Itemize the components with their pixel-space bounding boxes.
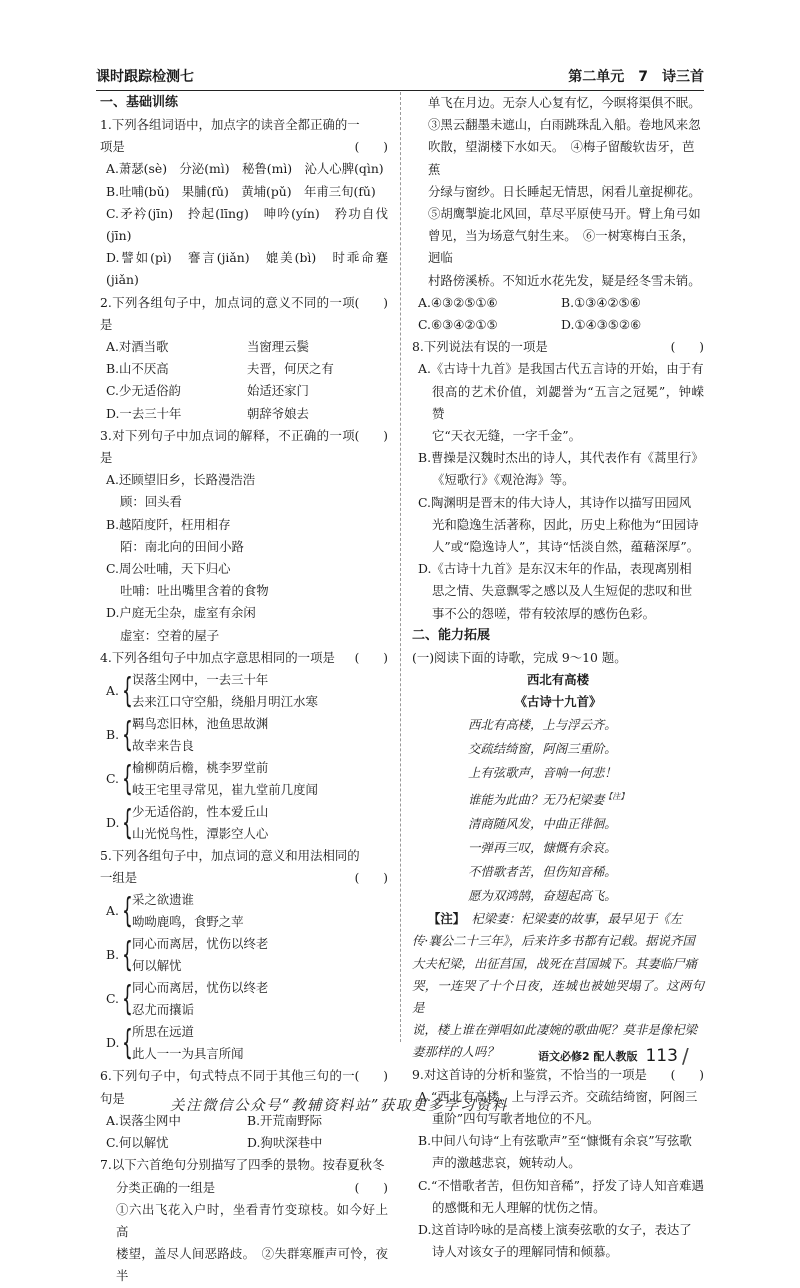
poem-note: 【注】 杞梁妻：杞梁妻的故事，最早见于《左 传·襄公二十三年》，后来许多书都有记载。据说齐国 大夫杞梁，出征莒国，战死在莒国城下。其妻临尸痛 哭，一连哭了十个日夜，连城也被她哭塌了。这两句是 说，楼上谁在弹唱如此凄婉的歌曲呢？莫非是像杞梁 妻那样的人吗？ (412, 911, 704, 1060)
column-divider (400, 92, 401, 1042)
option-b: B. { 同心而离居，忧伤以终老 何以解忧 (106, 935, 269, 976)
section-ability: 二、能力拓展 (412, 627, 491, 643)
option-b: B. { 羁鸟恋旧林，池鱼思故渊 故幸来告良 (106, 715, 269, 756)
question-5: 5.下列各组句子中，加点词的意义和用法相同的 一组是 ( ) A. { 采之欲遗谁 呦呦鹿鸣，食野之苹 B. { 同心而离居，忧伤以终老 何以解忧 C. { 同心而离居，忧伤以终老 忍尤而攘诟 D. { 所思在远道 此人一一为具言所闻 (100, 848, 388, 1064)
question-7-continued: 单飞在月边。无奈人心复有忆，今暝将渠俱不眠。 ③黑云翻墨未遮山，白雨跳珠乱入船。卷地风来忽 吹散，望湖楼下水如天。 ④梅子留酸软齿牙，芭蕉 分绿与窗纱。日长睡起无情思，闲看儿童捉柳花。 ⑤胡鹰掣旋北风回，草尽平原使马开。臂上角弓如 曾见，当为场意气射生来。 ⑥一树寒梅白玉条，迥临 村路傍溪桥。不知近水花先发，疑是经冬雪未销。 A.④③②⑤①⑥ B.①③④②⑤⑥ C.⑥③④②①⑤ D.①④③⑤②⑥ (418, 95, 701, 333)
reading-instruction: (一)阅读下面的诗歌，完成 9～10 题。 (412, 649, 627, 665)
option-a: A.萧瑟(sè) 分泌(mì) 秘鲁(mì) 沁人心脾(qìn) (106, 161, 384, 177)
option-c: C. { 同心而离居，忧伤以终老 忍尤而攘诟 (106, 979, 269, 1020)
lesson-title: 课时跟踪检测七 (96, 69, 194, 85)
question-6: 6.下列句子中，句式特点不同于其他三句的一句是 ( ) A.误落尘网中 B.开荒南野际 C.何以解忧 D.狗吠深巷中 (100, 1068, 388, 1151)
poem-source: 《古诗十九首》 (514, 694, 602, 710)
question-8: 8.下列说法有误的一项是 ( ) A.《古诗十九首》是我国古代五言诗的开始，由于有 很高的艺术价值，刘勰誉为“五言之冠冕”，钟嵘赞 它“天衣无缝，一字千金”。 B.曹操是汉魏时杰出的诗人，其代表作有《蒿里行》 《短歌行》《观沧海》等。 C.陶渊明是晋末的伟大诗人，其诗作以描写田园风 光和隐逸生活著称，因此，历史上称他为“田园诗 人”或“隐逸诗人”，其诗“恬淡自然，蕴藉深厚”。 D.《古诗十九首》是东汉末年的作品，表现离别相 思之情、失意飘零之感以及人生短促的悲叹和世 事不公的怨嗟，带有较浓厚的感伤色彩。 (412, 339, 704, 621)
unit-title: 第二单元 7 诗三首 (568, 69, 704, 85)
option-d: D. { 所思在远道 此人一一为具言所闻 (106, 1023, 244, 1064)
question-2: 2.下列各组句子中，加点词的意义不同的一项是 ( ) A.对酒当歌 当窗理云鬓 B.山不厌高 夫晋，何厌之有 C.少无适俗韵 始适还家门 D.一去三十年 朝辞爷娘去 (100, 292, 388, 425)
page-header (96, 62, 704, 91)
page-number: 113 (645, 1046, 678, 1066)
poem-title: 西北有高楼 (527, 672, 589, 688)
question-3: 3.对下列句子中加点词的解释，不正确的一项是 ( ) A.还顾望旧乡，长路漫浩浩 顾：回头看 B.越陌度阡，枉用相存 陌：南北向的田间小路 C.周公吐哺，天下归心 吐哺：吐出嘴里含着的食物 D.户庭无尘杂，虚室有余闲 虚室：空着的屋子 (100, 427, 388, 643)
question-4: 4.下列各组句子中加点字意思相同的一项是 ( ) A. { 误落尘网中，一去三十年 去来江口守空船，绕船月明江水寒 B. { 羁鸟恋旧林，池鱼思故渊 故幸来告良 C. { 榆柳荫后檐，桃李罗堂前 岐王宅里寻常见，崔九堂前几度闻 D. { 少无适俗韵，性本爱丘山 山光悦鸟性，潭影空人心 (100, 649, 388, 844)
option-b: B.山不厌高 夫晋，何厌之有 (106, 361, 334, 377)
option-c: C.矛衿(jīn) 拎起(līng) 呻吟(yín) 矜功自伐(jīn) (106, 205, 388, 244)
handwritten-note: 关注微信公众号“教辅资料站”获取更多学习资料 (170, 1098, 508, 1114)
question-9: 9.对这首诗的分析和鉴赏，不恰当的一项是 ( ) A.“西北有高楼，上与浮云齐。交疏结绮窗，阿阁三 重阶”四句写歌者地位的不凡。 B.中间八句诗“上有弦歌声”至“慷慨有余哀”写弦歌 声的激越悲哀，婉转动人。 C.“不惜歌者苦，但伤知音稀”，抒发了诗人知音难遇 的感慨和无人理解的忧伤之情。 D.这首诗吟咏的是高楼上演奏弦歌的女子，表达了 诗人对该女子的理解同情和倾慕。 (412, 1066, 704, 1260)
section-basic: 一、基础训练 (100, 95, 179, 110)
question-1: 1.下列各组词语中，加点字的读音全都正确的一 项是 ( ) A.萧瑟(sè) 分泌(mì) 秘鲁(mì) 沁人心脾(qìn) B.吐哺(bǔ) 果脯(fǔ) 黄埔(pǔ) 年甫三旬(fǔ) C.矛衿(jīn) 拎起(līng) 呻吟(yín) 矜功自伐(jīn) D.譬如(pì) 謇言(jiǎn) 媲美(bì) 时乖命蹇(jiǎn) (100, 114, 388, 292)
page-footer (538, 1044, 689, 1068)
option-a: A.对酒当歌 当窗理云鬓 (106, 339, 309, 355)
book-label: 语文必修2 配人教版 (538, 1050, 638, 1063)
slash-mark: / (681, 1044, 689, 1068)
question-7: 7.以下六首绝句分别描写了四季的景物。按春夏秋冬 分类正确的一组是 ( ) ①六出飞花入户时，坐看青竹变琼枝。如今好上高 楼望，盖尽人间恶路歧。 ②失群寒雁声可怜，夜半 (100, 1157, 388, 1284)
option-c: C.少无适俗韵 始适还家门 (106, 383, 309, 399)
option-b: B.吐哺(bǔ) 果脯(fǔ) 黄埔(pǔ) 年甫三旬(fǔ) (106, 183, 376, 199)
option-d: D. { 少无适俗韵，性本爱丘山 山光悦鸟性，潭影空人心 (106, 803, 269, 844)
right-column (412, 92, 704, 1263)
option-a: A. { 采之欲遗谁 呦呦鹿鸣，食野之苹 (106, 891, 244, 932)
poem: 西北有高楼 《古诗十九首》 西北有高楼，上与浮云齐。 交疏结绮窗，阿阁三重阶。 上有弦歌声，音响一何悲！ 谁能为此曲？无乃杞梁妻$^{【注】}$ 清商随风发，中曲正徘徊。 一弹再三叹，慷慨有余哀。 不惜歌者苦，但伤知音稀。 愿为双鸿鹄，奋翅起高飞。 (412, 669, 704, 908)
option-c: C. { 榆柳荫后檐，桃李罗堂前 岐王宅里寻常见，崔九堂前几度闻 (106, 759, 318, 800)
option-a: A. { 误落尘网中，一去三十年 去来江口守空船，绕船月明江水寒 (106, 671, 318, 712)
option-d: D.一去三十年 朝辞爷娘去 (106, 405, 309, 421)
option-d: D.譬如(pì) 謇言(jiǎn) 媲美(bì) 时乖命蹇(jiǎn) (106, 250, 388, 288)
